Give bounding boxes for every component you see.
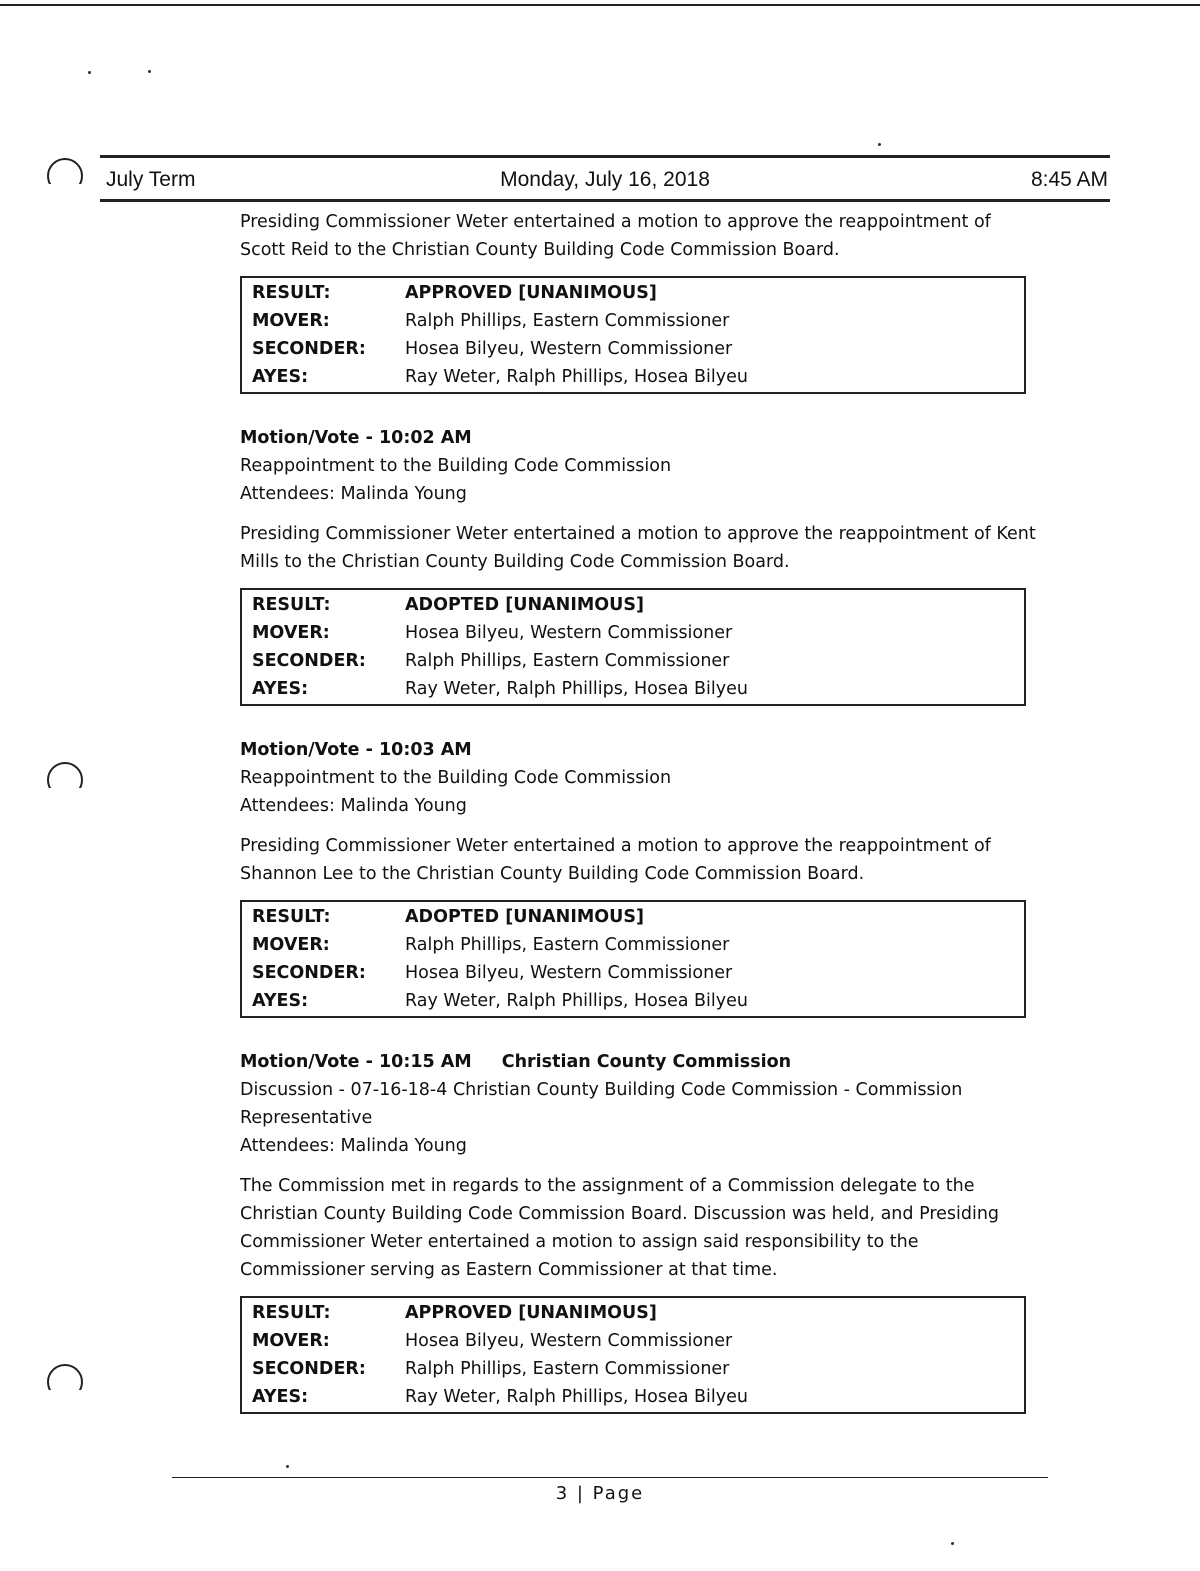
motion-section-3	[240, 736, 1040, 820]
seconder-label: SECONDER:	[252, 1359, 366, 1379]
motion-attendees: Attendees: Malinda Young	[240, 484, 467, 504]
page-header	[100, 155, 1110, 202]
scan-speck	[951, 1542, 954, 1545]
result-label: RESULT:	[252, 595, 331, 615]
motion-heading: Motion/Vote - 10:03 AM	[240, 740, 472, 760]
motion-heading-line	[240, 1048, 1040, 1076]
result-value: APPROVED [UNANIMOUS]	[405, 1303, 657, 1323]
vote-mover-row	[252, 307, 1024, 335]
result-value: ADOPTED [UNANIMOUS]	[405, 907, 644, 927]
scan-speck	[878, 143, 881, 146]
footer-rule	[172, 1477, 1048, 1478]
mover-label: MOVER:	[252, 311, 330, 331]
vote-ayes-row	[252, 987, 1024, 1015]
result-label: RESULT:	[252, 1303, 331, 1323]
vote-table-1	[240, 276, 1026, 394]
mover-label: MOVER:	[252, 935, 330, 955]
ayes-label: AYES:	[252, 367, 309, 387]
vote-ayes-row	[252, 1383, 1024, 1411]
mover-label: MOVER:	[252, 623, 330, 643]
mover-value: Hosea Bilyeu, Western Commissioner	[405, 623, 733, 643]
vote-result-row	[252, 1299, 1024, 1327]
vote-result-row	[252, 903, 1024, 931]
scan-top-edge	[0, 4, 1200, 6]
motion-subject: Reappointment to the Building Code Commission	[240, 768, 672, 788]
motion-body-name: Christian County Commission	[501, 1052, 792, 1072]
vote-mover-row	[252, 1327, 1024, 1355]
motion-heading: Motion/Vote - 10:02 AM	[240, 428, 472, 448]
ayes-label: AYES:	[252, 679, 309, 699]
motion-paragraph: Presiding Commissioner Weter entertained a motion to approve the reappointment of Shannon Lee to the Christian County Building Code Commission Board.	[240, 836, 991, 884]
motion-subject: Reappointment to the Building Code Commission	[240, 456, 672, 476]
intro-paragraph: Presiding Commissioner Weter entertained a motion to approve the reappointment of Scott Reid to the Christian County Building Code Commission Board.	[240, 212, 991, 260]
motion-paragraph: Presiding Commissioner Weter entertained a motion to approve the reappointment of Kent Mills to the Christian County Building Code Commission Board.	[240, 524, 1036, 572]
mover-label: MOVER:	[252, 1331, 330, 1351]
mover-value: Hosea Bilyeu, Western Commissioner	[405, 1331, 733, 1351]
vote-table-2	[240, 588, 1026, 706]
meeting-date: Monday, July 16, 2018	[500, 168, 710, 191]
seconder-value: Hosea Bilyeu, Western Commissioner	[405, 339, 733, 359]
vote-seconder-row	[252, 1355, 1024, 1383]
term-label: July Term	[106, 168, 196, 191]
ayes-value: Ray Weter, Ralph Phillips, Hosea Bilyeu	[405, 679, 748, 699]
ayes-value: Ray Weter, Ralph Phillips, Hosea Bilyeu	[405, 367, 748, 387]
page-number: 3 | Page	[555, 1483, 645, 1504]
result-value: APPROVED [UNANIMOUS]	[405, 283, 657, 303]
vote-table-3	[240, 900, 1026, 1018]
motion-section-4	[240, 1048, 1040, 1160]
seconder-value: Hosea Bilyeu, Western Commissioner	[405, 963, 733, 983]
punch-hole-top	[47, 158, 83, 194]
motion-paragraph: The Commission met in regards to the assignment of a Commission delegate to the Christian County Building Code Commission Board. Discussion was held, and Presiding Commissioner Weter entertained a motion to assign said responsibility to the Commissioner serving as Eastern Commissioner at that time.	[240, 1176, 1000, 1280]
vote-table-4	[240, 1296, 1026, 1414]
vote-ayes-row	[252, 675, 1024, 703]
vote-ayes-row	[252, 363, 1024, 391]
mover-value: Ralph Phillips, Eastern Commissioner	[405, 935, 730, 955]
punch-hole-middle	[47, 762, 83, 798]
motion-heading: Motion/Vote - 10:15 AM	[240, 1052, 472, 1072]
vote-result-row	[252, 279, 1024, 307]
result-label: RESULT:	[252, 907, 331, 927]
vote-mover-row	[252, 619, 1024, 647]
motion-subject: Discussion - 07-16-18-4 Christian County Building Code Commission - Commission Representative	[240, 1080, 963, 1128]
motion-attendees: Attendees: Malinda Young	[240, 796, 467, 816]
result-label: RESULT:	[252, 283, 331, 303]
seconder-label: SECONDER:	[252, 339, 366, 359]
seconder-value: Ralph Phillips, Eastern Commissioner	[405, 1359, 730, 1379]
ayes-value: Ray Weter, Ralph Phillips, Hosea Bilyeu	[405, 991, 748, 1011]
minutes-body	[240, 208, 1040, 1444]
result-value: ADOPTED [UNANIMOUS]	[405, 595, 644, 615]
vote-seconder-row	[252, 647, 1024, 675]
seconder-label: SECONDER:	[252, 963, 366, 983]
scan-speck	[286, 1465, 289, 1468]
vote-seconder-row	[252, 959, 1024, 987]
seconder-label: SECONDER:	[252, 651, 366, 671]
meeting-time: 8:45 AM	[1030, 168, 1108, 191]
punch-hole-bottom	[47, 1364, 83, 1400]
ayes-label: AYES:	[252, 991, 309, 1011]
motion-section-2	[240, 424, 1040, 508]
mover-value: Ralph Phillips, Eastern Commissioner	[405, 311, 730, 331]
vote-mover-row	[252, 931, 1024, 959]
seconder-value: Ralph Phillips, Eastern Commissioner	[405, 651, 730, 671]
scan-speck	[88, 71, 91, 74]
vote-seconder-row	[252, 335, 1024, 363]
scan-speck	[148, 70, 151, 73]
ayes-value: Ray Weter, Ralph Phillips, Hosea Bilyeu	[405, 1387, 748, 1407]
ayes-label: AYES:	[252, 1387, 309, 1407]
vote-result-row	[252, 591, 1024, 619]
motion-attendees: Attendees: Malinda Young	[240, 1136, 467, 1156]
